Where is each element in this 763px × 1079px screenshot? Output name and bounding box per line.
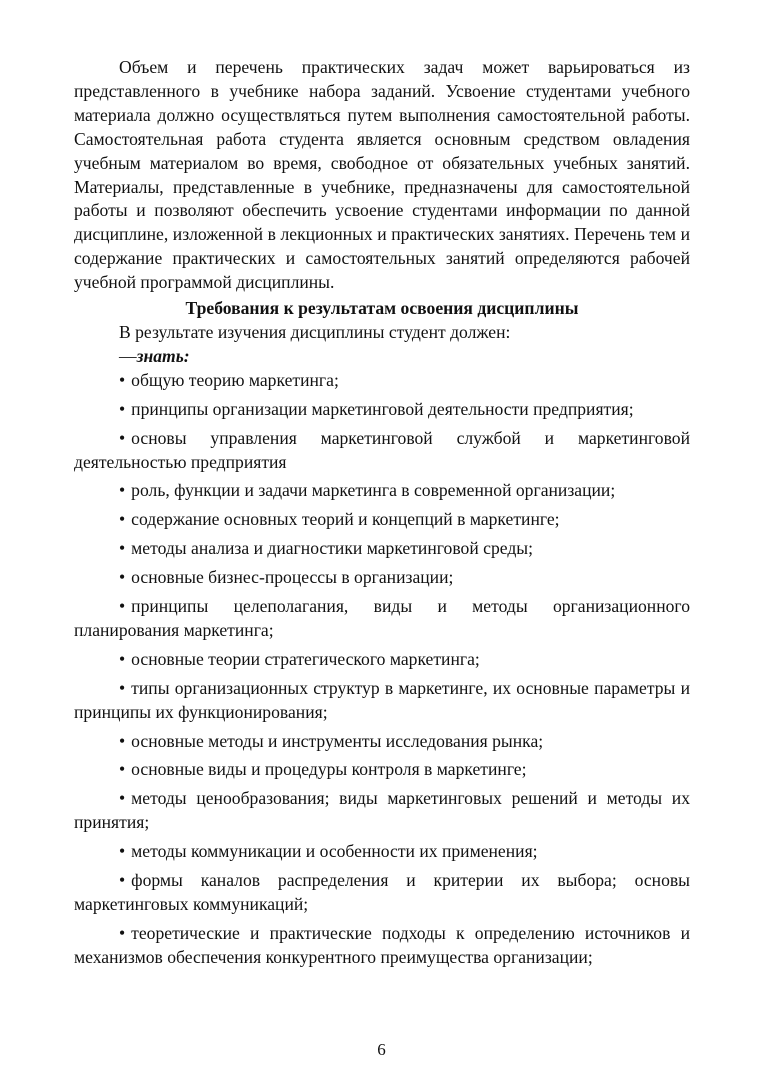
list-item-text: типы организационных структур в маркетинге, их основные параметры и принципы их функционирования; [74,677,690,722]
list-item-text: роль, функции и задачи маркетинга в современной организации; [131,480,616,501]
list-item-text: основные методы и инструменты исследования рынка; [131,730,544,751]
list-item [74,427,690,475]
page-number: 6 [377,1040,386,1059]
lead-sentence: В результате изучения дисциплины студент должен: [119,321,511,342]
list-item [74,869,690,917]
bullet-icon: • [119,922,126,943]
list-item-text: методы анализа и диагностики маркетинговой среды; [131,538,533,559]
bullet-icon: • [119,509,126,530]
list-item-text: принципы целеполагания, виды и методы организационного планирования маркетинга; [74,596,690,640]
bullet-icon: • [119,759,126,780]
list-item [74,648,690,672]
list-item [74,369,690,393]
bullet-icon: • [119,730,126,751]
know-dash: — [119,345,137,366]
list-item-text: основные виды и процедуры контроля в маркетинге; [131,759,527,780]
list-item-text: принципы организации маркетинговой деятельности предприятия; [131,398,634,419]
list-item-text: теоретические и практические подходы к определению источников и механизмов обеспечения конкурентного преимущества организации; [74,922,690,967]
list-item-text: методы ценообразования; виды маркетинговых решений и методы их принятия; [74,788,690,833]
page-content [74,56,690,975]
bullet-icon: • [119,538,126,559]
bullet-icon: • [119,398,126,419]
list-item [74,677,690,725]
bullet-icon: • [119,567,126,588]
know-label [74,345,690,369]
list-item-text: основные теории стратегического маркетинга; [131,648,480,669]
bullet-icon: • [119,677,126,698]
list-item [74,508,690,532]
list-item [74,537,690,561]
requirements-list [74,369,690,970]
know-keyword: знать: [136,345,190,366]
bullet-icon: • [119,870,126,891]
bullet-icon: • [119,427,126,448]
list-item [74,730,690,754]
list-item-text: общую теорию маркетинга; [131,369,339,390]
list-item [74,566,690,590]
list-item-text: формы каналов распределения и критерии их выбора; основы маркетинговых коммуникаций; [74,870,690,914]
list-item [74,595,690,643]
list-item [74,840,690,864]
list-item [74,758,690,782]
bullet-icon: • [119,369,126,390]
bullet-icon: • [119,596,126,617]
list-item-text: содержание основных теорий и концепций в маркетинге; [131,509,560,530]
intro-paragraph: Объем и перечень практических задач может варьироваться из представленного в учебнике набора заданий. Усвоение студентами учебного материала должно осуществляться путем выполнения самостоятельной работы. Самостоятельная работа студента является основным средством овладения учебным материалом во время, свободное от обязательных учебных занятий. Материалы, представленные в учебнике, предназначены для самостоятельной работы и позволяют обеспечить усвоение студентами информации по данной дисциплине, изложенной в лекционных и практических занятиях. Перечень тем и содержание практических и самостоятельных занятий определяются рабочей учебной программой дисциплины. [74,57,690,293]
list-item-text: методы коммуникации и особенности их применения; [131,841,538,862]
list-item [74,398,690,422]
list-item-text: основные бизнес-процессы в организации; [131,567,454,588]
bullet-icon: • [119,480,126,501]
list-item-text: основы управления маркетинговой службой и маркетинговой деятельностью предприятия [74,427,690,472]
bullet-icon: • [119,648,126,669]
bullet-icon: • [119,788,126,809]
list-item [74,787,690,835]
bullet-icon: • [119,841,126,862]
list-item [74,479,690,503]
section-heading: Требования к результатам освоения дисциплины [185,298,579,319]
list-item [74,922,690,970]
